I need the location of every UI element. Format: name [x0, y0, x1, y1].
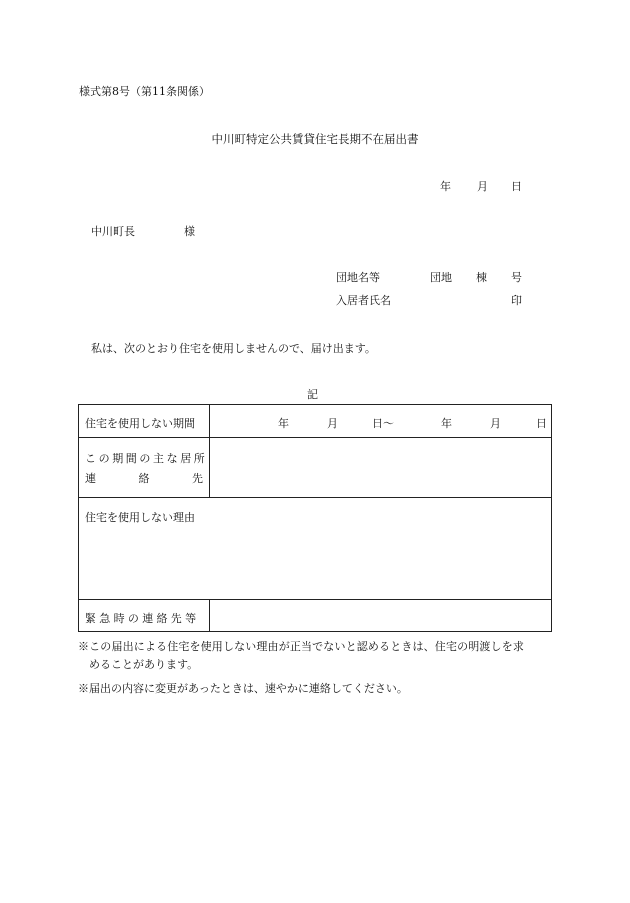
- emergency-label: 緊急時の連絡先等: [85, 612, 200, 625]
- form-number: 様式第8号（第11条関係）: [79, 85, 210, 98]
- seal-mark: 印: [511, 294, 522, 307]
- period-row: [79, 405, 552, 438]
- period-end-day: 日: [536, 417, 547, 430]
- emergency-value-cell[interactable]: [210, 600, 552, 632]
- addressee-honorific: 様: [184, 225, 195, 238]
- reason-cell[interactable]: [79, 498, 552, 600]
- contact-char-2: 絡: [138, 472, 150, 485]
- emergency-label-cell: [79, 600, 210, 632]
- period-start-year: 年: [278, 417, 289, 430]
- period-label-cell: [79, 405, 210, 438]
- residence-label-cell: [79, 438, 210, 498]
- reason-row: [79, 498, 552, 600]
- note-1-line-2: めることがあります。: [78, 658, 199, 671]
- contact-label: [85, 470, 203, 486]
- building-unit: 棟: [476, 271, 487, 284]
- note-1-line-1: ※この届出による住宅を使用しない理由が正当でないと認めるときは、住宅の明渡しを求: [78, 640, 524, 653]
- note-2: ※届出の内容に変更があったときは、速やかに連絡してください。: [78, 682, 408, 695]
- complex-unit: 団地: [430, 271, 452, 284]
- room-unit: 号: [511, 271, 522, 284]
- statement-text: 私は、次のとおり住宅を使用しませんので、届け出ます。: [91, 342, 376, 355]
- resident-name-label: 入居者氏名: [336, 294, 391, 307]
- complex-label: 団地名等: [336, 271, 380, 284]
- addressee-name: 中川町長: [91, 225, 135, 238]
- period-value-cell[interactable]: [210, 405, 552, 438]
- notice-form-table: [78, 404, 552, 632]
- contact-char-1: 連: [85, 472, 96, 485]
- date-day-label: 日: [511, 180, 522, 193]
- residence-label: この期間の主な居所: [85, 452, 208, 465]
- residence-value-cell[interactable]: [210, 438, 552, 498]
- period-end-month: 月: [490, 417, 501, 430]
- residence-row: [79, 438, 552, 498]
- page-title: 中川町特定公共賃貸住宅長期不在届出書: [211, 132, 419, 146]
- date-month-label: 月: [477, 180, 488, 193]
- period-label: 住宅を使用しない期間: [85, 417, 195, 430]
- period-start-day: 日～: [372, 417, 394, 430]
- reason-label: 住宅を使用しない理由: [85, 511, 195, 524]
- date-year-label: 年: [440, 180, 451, 193]
- ki-heading: 記: [307, 388, 318, 401]
- contact-char-3: 先: [192, 472, 203, 485]
- period-end-year: 年: [441, 417, 452, 430]
- emergency-row: [79, 600, 552, 632]
- period-start-month: 月: [327, 417, 338, 430]
